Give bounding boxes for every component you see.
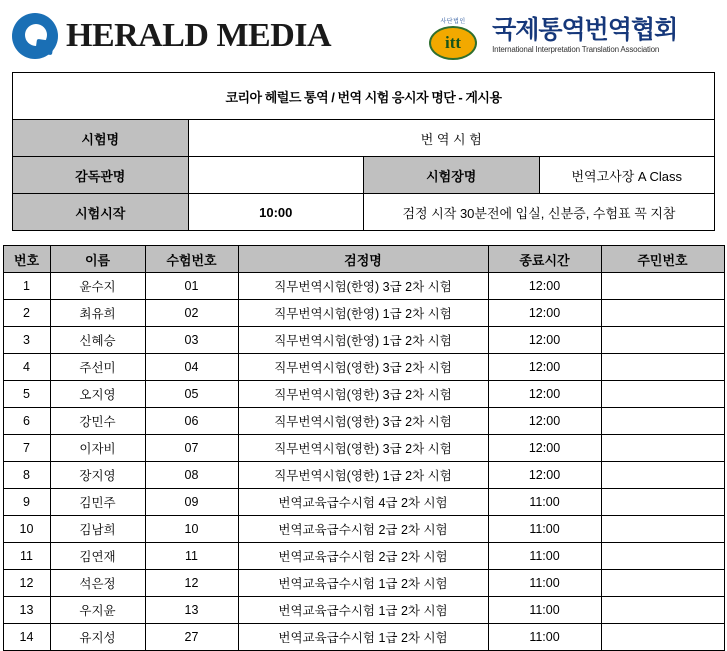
cell-name: 김연재 [50,543,145,570]
table-row [3,624,724,651]
cell-rrn [601,543,724,570]
cell-test: 직무번역시험(영한) 1급 2차 시험 [238,462,488,489]
cell-test: 번역교육급수시험 2급 2차 시험 [238,543,488,570]
table-row [3,435,724,462]
cell-test: 직무번역시험(영한) 3급 2차 시험 [238,381,488,408]
cell-name: 우지윤 [50,597,145,624]
table-row [3,300,724,327]
cell-rrn [601,327,724,354]
cell-rrn [601,408,724,435]
cell-exam-no: 11 [145,543,238,570]
cell-end: 12:00 [488,381,601,408]
cell-no: 3 [3,327,50,354]
cell-end: 11:00 [488,543,601,570]
cell-end: 12:00 [488,327,601,354]
cell-end: 12:00 [488,273,601,300]
table-row [3,273,724,300]
cell-exam-no: 12 [145,570,238,597]
exam-name-label: 시험명 [13,120,189,157]
cell-rrn [601,597,724,624]
cell-rrn [601,570,724,597]
cell-rrn [601,381,724,408]
cell-no: 8 [3,462,50,489]
cell-end: 11:00 [488,570,601,597]
association-name-kr: 국제통역번역협회 [492,15,678,44]
herald-media-wordmark: HERALD MEDIA [66,17,332,54]
cell-exam-no: 03 [145,327,238,354]
cell-no: 6 [3,408,50,435]
page-header [0,0,727,68]
cell-no: 14 [3,624,50,651]
cell-name: 강민수 [50,408,145,435]
cell-no: 1 [3,273,50,300]
roster-header [3,246,724,273]
table-row [3,489,724,516]
table-row [3,462,724,489]
cell-no: 10 [3,516,50,543]
column-header-test: 검정명 [238,246,488,273]
cell-name: 김남희 [50,516,145,543]
cell-end: 11:00 [488,516,601,543]
cell-exam-no: 02 [145,300,238,327]
cell-end: 12:00 [488,300,601,327]
table-row [3,381,724,408]
cell-exam-no: 09 [145,489,238,516]
itt-badge-icon [423,12,483,60]
page-title: 코리아 헤럴드 통역 / 번역 시험 응시자 명단 - 게시용 [13,73,715,120]
cell-rrn [601,462,724,489]
table-row [3,570,724,597]
cell-no: 7 [3,435,50,462]
cell-rrn [601,354,724,381]
column-header-exam-no: 수험번호 [145,246,238,273]
column-header-no: 번호 [3,246,50,273]
cell-test: 직무번역시험(한영) 1급 2차 시험 [238,300,488,327]
cell-exam-no: 10 [145,516,238,543]
cell-no: 2 [3,300,50,327]
cell-end: 12:00 [488,435,601,462]
exam-name-row [13,120,715,157]
table-row [3,354,724,381]
column-header-name: 이름 [50,246,145,273]
cell-name: 김민주 [50,489,145,516]
cell-test: 번역교육급수시험 2급 2차 시험 [238,516,488,543]
cell-end: 12:00 [488,462,601,489]
cell-exam-no: 13 [145,597,238,624]
cell-exam-no: 01 [145,273,238,300]
cell-test: 번역교육급수시험 1급 2차 시험 [238,597,488,624]
column-header-rrn: 주민번호 [601,246,724,273]
itt-badge-top-label: 사단법인 [440,19,466,25]
table-row [3,597,724,624]
venue-label: 시험장명 [364,157,540,194]
cell-no: 9 [3,489,50,516]
cell-end: 11:00 [488,624,601,651]
table-row [3,327,724,354]
roster-header-row [3,246,724,273]
start-time-row [13,194,715,231]
cell-end: 12:00 [488,408,601,435]
cell-name: 신혜승 [50,327,145,354]
cell-exam-no: 04 [145,354,238,381]
cell-rrn [601,489,724,516]
cell-test: 번역교육급수시험 1급 2차 시험 [238,624,488,651]
cell-no: 13 [3,597,50,624]
cell-exam-no: 27 [145,624,238,651]
cell-exam-no: 05 [145,381,238,408]
association-name-en: International Interpretation Translation Association [492,45,660,55]
table-row [3,543,724,570]
cell-test: 직무번역시험(한영) 3급 2차 시험 [238,273,488,300]
supervisor-value [188,157,364,194]
cell-name: 최유희 [50,300,145,327]
cell-no: 12 [3,570,50,597]
roster-table [3,245,725,651]
title-row [13,73,715,120]
cell-end: 11:00 [488,597,601,624]
association-name-block [492,17,677,55]
cell-rrn [601,516,724,543]
cell-test: 직무번역시험(영한) 3급 2차 시험 [238,435,488,462]
cell-rrn [601,273,724,300]
itt-badge-mark: itt [429,26,477,60]
cell-name: 장지영 [50,462,145,489]
herald-media-logo [12,13,331,59]
cell-exam-no: 08 [145,462,238,489]
venue-value: 번역고사장 A Class [539,157,715,194]
cell-test: 직무번역시험(영한) 3급 2차 시험 [238,408,488,435]
cell-test: 번역교육급수시험 1급 2차 시험 [238,570,488,597]
cell-name: 유지성 [50,624,145,651]
notice-value: 검정 시작 30분전에 입실, 신분증, 수험표 꼭 지참 [364,194,715,231]
cell-no: 11 [3,543,50,570]
roster-body [3,273,724,651]
itt-association-logo [423,12,677,60]
supervisor-label: 감독관명 [13,157,189,194]
table-row [3,516,724,543]
cell-no: 5 [3,381,50,408]
table-row [3,408,724,435]
cell-exam-no: 07 [145,435,238,462]
cell-rrn [601,300,724,327]
cell-end: 12:00 [488,354,601,381]
cell-rrn [601,624,724,651]
cell-test: 번역교육급수시험 4급 2차 시험 [238,489,488,516]
herald-ring-icon [12,13,58,59]
cell-name: 윤수지 [50,273,145,300]
cell-name: 석은정 [50,570,145,597]
cell-test: 직무번역시험(한영) 1급 2차 시험 [238,327,488,354]
supervisor-venue-row [13,157,715,194]
cell-end: 11:00 [488,489,601,516]
exam-info-table [12,72,715,231]
cell-rrn [601,435,724,462]
cell-no: 4 [3,354,50,381]
start-time-value: 10:00 [188,194,364,231]
exam-name-value: 번 역 시 험 [188,120,715,157]
cell-name: 이자비 [50,435,145,462]
cell-exam-no: 06 [145,408,238,435]
start-time-label: 시험시작 [13,194,189,231]
cell-name: 오지영 [50,381,145,408]
column-header-end: 종료시간 [488,246,601,273]
cell-test: 직무번역시험(영한) 3급 2차 시험 [238,354,488,381]
cell-name: 주선미 [50,354,145,381]
